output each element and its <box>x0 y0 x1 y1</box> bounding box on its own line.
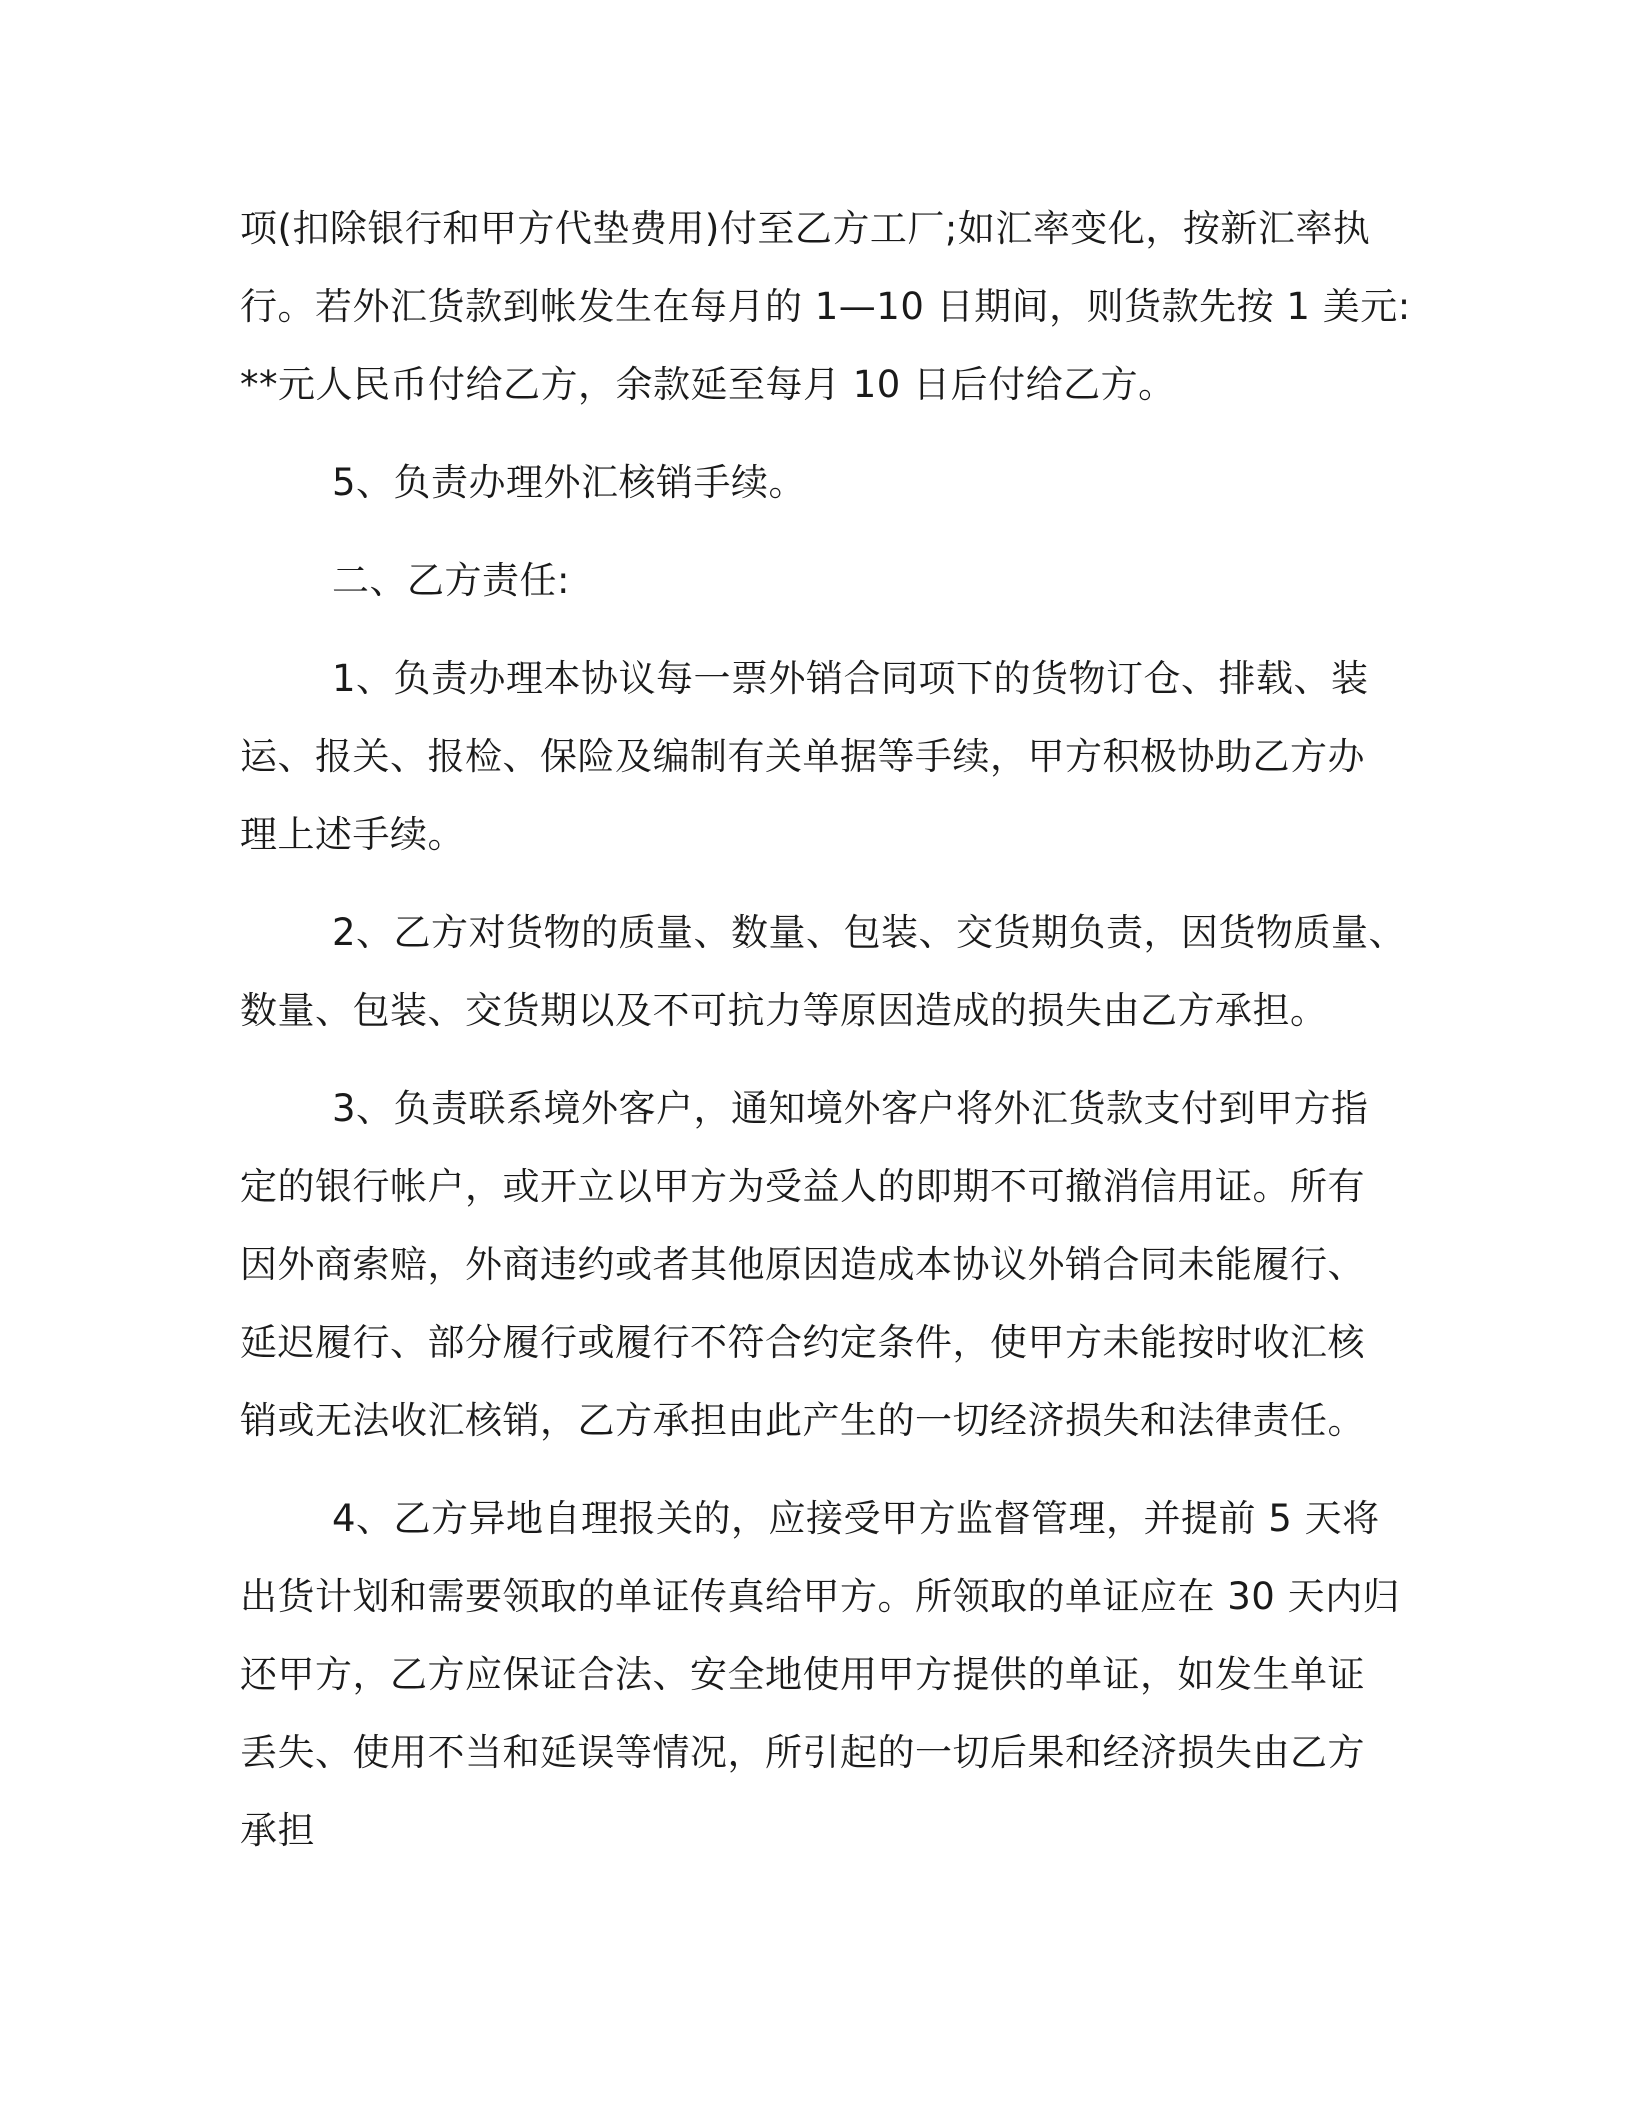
text-line: 3、负责联系境外客户，通知境外客户将外汇货款支付到甲方指 <box>332 1087 1369 1130</box>
text-line: 运、报关、报检、保险及编制有关单据等手续，甲方积极协助乙方办 <box>240 735 1365 778</box>
paragraph-item-3 <box>240 1070 1400 1460</box>
paragraph-item-2 <box>240 894 1407 1050</box>
section-heading-party-b <box>240 542 1400 620</box>
text-line: 承担 <box>240 1809 315 1852</box>
text-line: 丢失、使用不当和延误等情况，所引起的一切后果和经济损失由乙方 <box>240 1731 1365 1774</box>
paragraph-payment-continuation <box>240 190 1411 424</box>
text-line: 行。若外汇货款到帐发生在每月的 1—10 日期间，则货款先按 1 美元: <box>240 285 1411 328</box>
text-line: **元人民币付给乙方，余款延至每月 10 日后付给乙方。 <box>240 363 1176 406</box>
text-line: 延迟履行、部分履行或履行不符合约定条件，使甲方未能按时收汇核 <box>240 1321 1365 1364</box>
text-line: 4、乙方异地自理报关的，应接受甲方监督管理，并提前 5 天将 <box>332 1497 1380 1540</box>
paragraph-item-1 <box>240 640 1400 874</box>
text-line: 因外商索赔，外商违约或者其他原因造成本协议外销合同未能履行、 <box>240 1243 1365 1286</box>
text-line: 理上述手续。 <box>240 813 465 856</box>
paragraph-item-4 <box>240 1480 1400 1870</box>
text-line: 1、负责办理本协议每一票外销合同项下的货物订仓、排载、装 <box>332 657 1369 700</box>
text-line: 2、乙方对货物的质量、数量、包装、交货期负责，因货物质量、 <box>332 911 1407 954</box>
paragraph-item-5 <box>240 444 1400 522</box>
text-line: 5、负责办理外汇核销手续。 <box>332 461 807 504</box>
text-line: 数量、包装、交货期以及不可抗力等原因造成的损失由乙方承担。 <box>240 989 1328 1032</box>
document-body <box>240 190 1411 1870</box>
text-line: 出货计划和需要领取的单证传真给甲方。所领取的单证应在 30 天内归 <box>240 1575 1401 1618</box>
text-line: 定的银行帐户，或开立以甲方为受益人的即期不可撤消信用证。所有 <box>240 1165 1365 1208</box>
text-line: 项(扣除银行和甲方代垫费用)付至乙方工厂;如汇率变化，按新汇率执 <box>240 207 1371 250</box>
section-heading: 二、乙方责任: <box>332 559 570 602</box>
text-line: 还甲方，乙方应保证合法、安全地使用甲方提供的单证，如发生单证 <box>240 1653 1365 1696</box>
text-line: 销或无法收汇核销，乙方承担由此产生的一切经济损失和法律责任。 <box>240 1399 1365 1442</box>
